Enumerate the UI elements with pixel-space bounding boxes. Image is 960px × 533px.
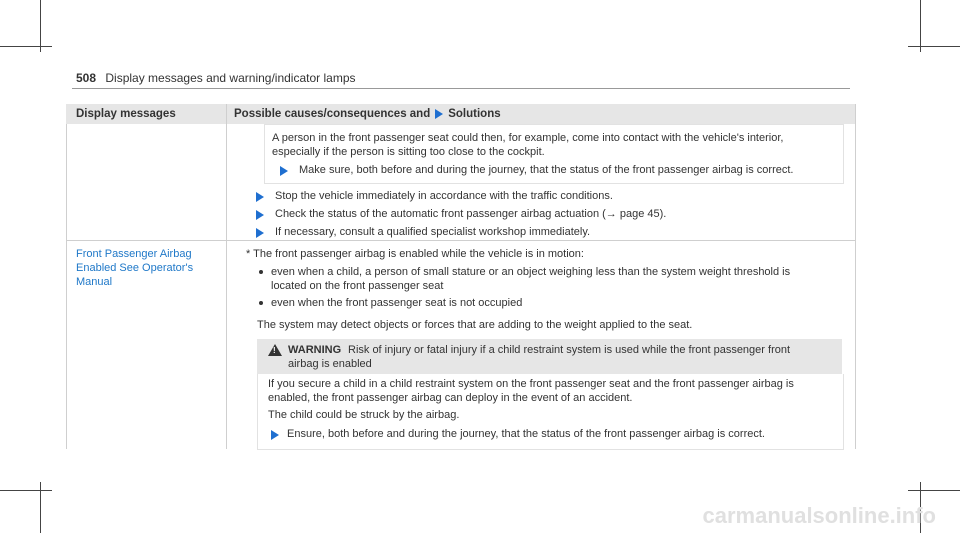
crop-mark xyxy=(0,490,52,491)
col-header-causes xyxy=(226,108,501,120)
table-border-left xyxy=(66,124,67,449)
page-number: 508 xyxy=(76,71,97,85)
play-arrow-icon xyxy=(280,166,288,176)
message-text-line: Front Passenger Airbag xyxy=(76,248,192,260)
page-header xyxy=(76,71,356,85)
column-divider xyxy=(226,104,227,449)
play-arrow-icon xyxy=(256,228,264,238)
detect-text: The system may detect objects or forces that are adding to the weight applied to the seat. xyxy=(257,319,693,331)
box-action-text: Make sure, both before and during the journey, that the status of the front passenger airbag is correct. xyxy=(299,164,794,176)
crop-mark xyxy=(0,46,52,47)
bullet-icon xyxy=(259,270,263,274)
exclamation-icon: ! xyxy=(273,346,276,355)
play-arrow-icon xyxy=(435,109,443,119)
bullet-text: located on the front passenger seat xyxy=(271,280,444,292)
box-text-line: especially if the person is sitting too close to the cockpit. xyxy=(272,146,545,158)
crop-mark xyxy=(908,490,960,491)
crop-mark xyxy=(40,0,41,52)
bullet-text: even when the front passenger seat is not occupied xyxy=(271,297,523,309)
col-header-causes-text: Possible causes/consequences and xyxy=(234,108,431,120)
play-arrow-icon xyxy=(271,430,279,440)
warning-text: Risk of injury or fatal injury if a child restraint system is used while the front passenger front xyxy=(348,344,791,356)
cause-intro: * The front passenger airbag is enabled while the vehicle is in motion: xyxy=(246,248,584,260)
table-border-right xyxy=(855,104,856,449)
crop-mark xyxy=(40,482,41,533)
message-text-line: Enabled See Operator's xyxy=(76,262,194,274)
warning-body-text: The child could be struck by the airbag. xyxy=(268,409,460,421)
warning-label: WARNING xyxy=(288,344,342,356)
warning-body-text: If you secure a child in a child restraint system on the front passenger seat and the front passenger airbag is xyxy=(268,378,794,390)
page-title: Display messages and warning/indicator lamps xyxy=(105,71,356,85)
warning-action-text: Ensure, both before and during the journey, that the status of the front passenger airbag is correct. xyxy=(287,428,765,440)
message-text-line: Manual xyxy=(76,276,113,288)
warning-body-text: enabled, the front passenger airbag can deploy in the event of an accident. xyxy=(268,392,633,404)
action-text: Check the status of the automatic front passenger airbag actuation (→ page 45). xyxy=(275,208,667,220)
row-divider xyxy=(66,240,855,241)
watermark-text: carmanualsonline.info xyxy=(702,503,936,528)
header-rule xyxy=(72,88,850,89)
warning-text: airbag is enabled xyxy=(288,358,372,370)
col-header-solutions-text: Solutions xyxy=(448,108,501,120)
play-arrow-icon xyxy=(256,192,264,202)
action-text: Stop the vehicle immediately in accordance with the traffic conditions. xyxy=(275,190,613,202)
box-text-line: A person in the front passenger seat could then, for example, come into contact with the vehicle's interior, xyxy=(272,132,784,144)
display-messages-table xyxy=(66,104,855,124)
bullet-text: even when a child, a person of small stature or an object weighing less than the system weight threshold is xyxy=(271,266,791,278)
action-text: If necessary, consult a qualified specialist workshop immediately. xyxy=(275,226,591,238)
crop-mark xyxy=(908,46,960,47)
play-arrow-icon xyxy=(256,210,264,220)
col-header-messages: Display messages xyxy=(76,108,176,120)
bullet-icon xyxy=(259,301,263,305)
crop-mark xyxy=(920,0,921,52)
table-header xyxy=(66,104,855,124)
